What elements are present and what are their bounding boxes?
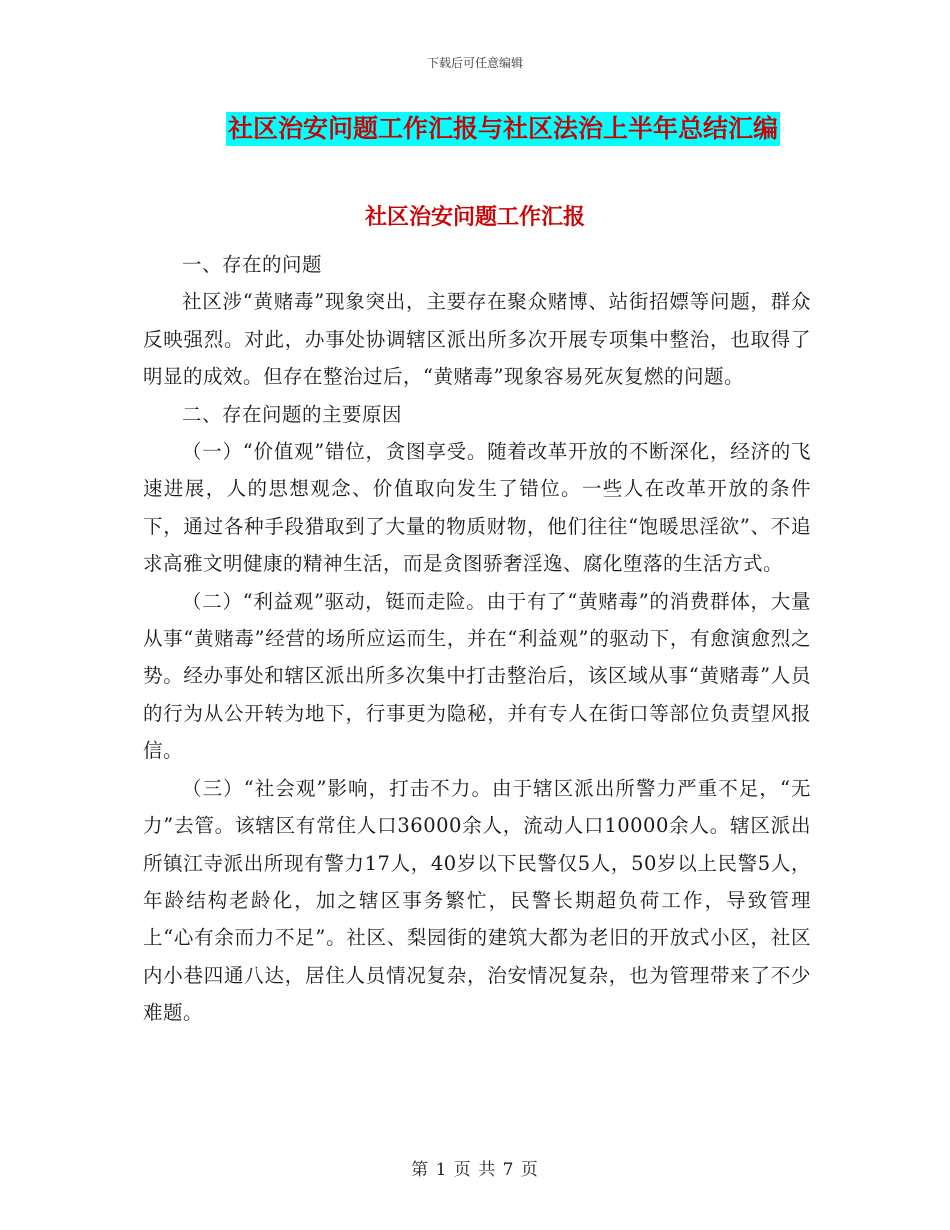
heading-causes: 二、存在问题的主要原因 [182,402,403,426]
paragraph-cause-2: （二）“利益观”驱动，铤而走险。由于有了“黄赌毒”的消费群体，大量从事“黄赌毒”经营的场所应运而生，并在“利益观”的驱动下，有愈演愈烈之势。经办事处和辖区派出所多次集中打击整治后，该区域从事“黄赌毒”人员的行为从公开转为地下，行事更为隐秘，并有专人在街口等部位负责望风报信。 [143,589,811,763]
main-title-container [0,112,950,146]
heading-problems: 一、存在的问题 [182,253,323,276]
main-title: 社区治安问题工作汇报与社区法治上半年总结汇编 [226,112,780,146]
paragraph-problems: 社区涉“黄赌毒”现象突出，主要存在聚众赌博、站街招嫖等问题，群众反映强烈。对此，办事处协调辖区派出所多次开展专项集中整治，也取得了明显的成效。但存在整治过后，“黄赌毒”现象容易死灰复燃的问题。 [143,290,811,389]
paragraph-cause-1: （一）“价值观”错位，贪图享受。随着改革开放的不断深化，经济的飞速进展，人的思想观念、价值取向发生了错位。一些人在改革开放的条件下，通过各种手段猎取到了大量的物质财物，他们往往“饱暖思淫欲”、不追求高雅文明健康的精神生活，而是贪图骄奢淫逸、腐化堕落的生活方式。 [143,440,811,576]
body-text [143,246,811,1032]
section-title: 社区治安问题工作汇报 [364,204,585,230]
paragraph-cause-3: （三）“社会观”影响，打击不力。由于辖区派出所警力严重不足，“无力”去管。该辖区有常住人口36000余人，流动人口10000余人。辖区派出所镇江寺派出所现有警力17人，40岁以下民警仅5人，50岁以上民警5人，年龄结构老龄化，加之辖区事务繁忙，民警长期超负荷工作，导致管理上“心有余而力不足”。社区、梨园街的建筑大都为老旧的开放式小区，社区内小巷四通八达，居住人员情况复杂，治安情况复杂，也为管理带来了不少难题。 [143,776,811,1025]
header-note: 下载后可任意编辑 [426,56,523,70]
page-number: 第 1 页 共 7 页 [411,1160,539,1180]
